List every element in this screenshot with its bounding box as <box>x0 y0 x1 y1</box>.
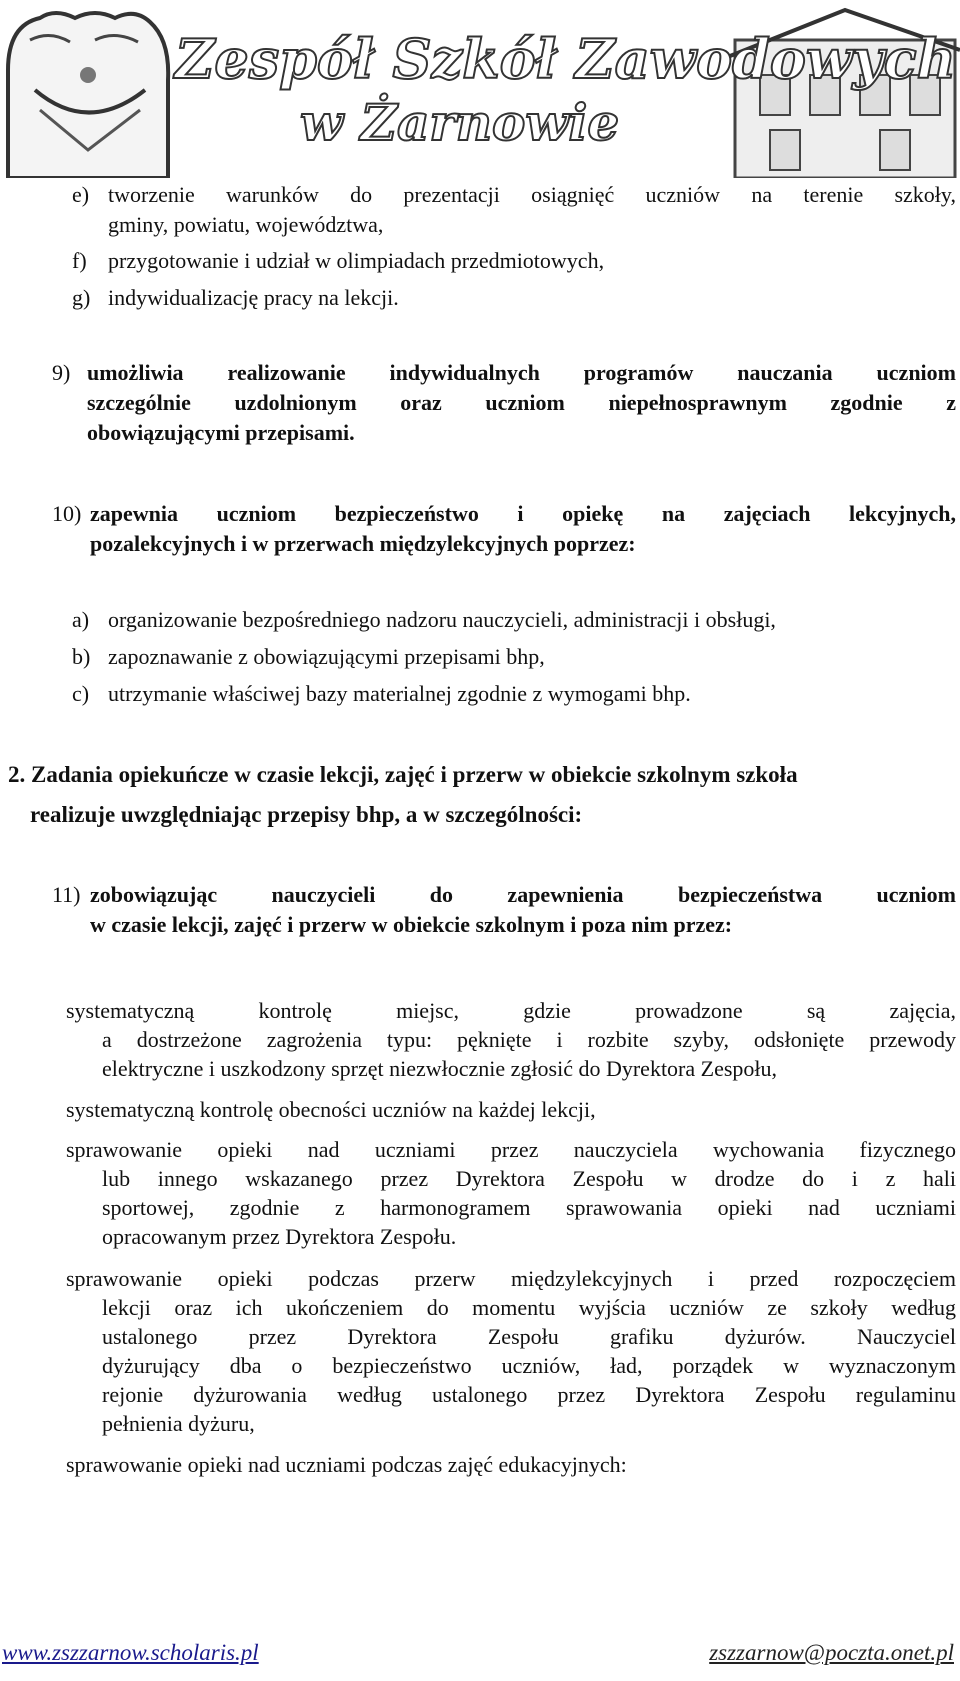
item-9-line3: obowiązującymi przepisami. <box>87 420 355 445</box>
list-marker-e: e) <box>72 182 90 207</box>
para-3-line1: sprawowanie opieki nad uczniami przez nauczyciela wychowania fizycznego <box>66 1137 956 1162</box>
section-2-heading-line1: 2. Zadania opiekuńcze w czasie lekcji, zajęć i przerw w obiekcie szkolnym szkoła <box>8 762 798 787</box>
para-4-line4: dyżurujący dba o bezpieczeństwo uczniów, ład, porządek w wyznaczonym <box>102 1353 956 1378</box>
para-3-line2: lub innego wskazanego przez Dyrektora Zespołu w drodze do i z hali <box>102 1166 956 1191</box>
item-9-marker: 9) <box>52 360 71 385</box>
header-banner <box>0 0 960 178</box>
list-marker-c: c) <box>72 681 90 706</box>
school-crest-icon <box>8 13 168 178</box>
item-10-line1: zapewnia uczniom bezpieczeństwo i opiekę na zajęciach lekcyjnych, <box>90 501 956 526</box>
para-4-line3: ustalonego przez Dyrektora Zespołu grafiku dyżurów. Nauczyciel <box>102 1324 956 1349</box>
para-3-line3: sportowej, zgodnie z harmonogramem sprawowania opieki nad uczniami <box>102 1195 956 1220</box>
list-item-g: indywidualizację pracy na lekcji. <box>108 285 399 310</box>
footer-website-link[interactable]: www.zszzarnow.scholaris.pl <box>2 1640 259 1665</box>
list-item-a: organizowanie bezpośredniego nadzoru nauczycieli, administracji i obsługi, <box>108 607 776 632</box>
item-9-line2: szczególnie uzdolnionym oraz uczniom niepełnosprawnym zgodnie z <box>87 390 956 415</box>
list-item-f: przygotowanie i udział w olimpiadach przedmiotowych, <box>108 248 605 273</box>
item-10-line2: pozalekcyjnych i w przerwach międzylekcyjnych poprzez: <box>90 531 636 556</box>
para-1-line2: a dostrzeżone zagrożenia typu: pęknięte i rozbite szyby, odsłonięte przewody <box>102 1027 956 1052</box>
para-3-line4: opracowanym przez Dyrektora Zespołu. <box>102 1224 457 1249</box>
header-title-line2: w Żarnowie <box>300 93 620 152</box>
list-marker-f: f) <box>72 248 87 273</box>
para-4-line2: lekcji oraz ich ukończeniem do momentu wyjścia uczniów ze szkoły według <box>102 1295 956 1320</box>
item-10-marker: 10) <box>52 501 82 526</box>
para-4-line6: pełnienia dyżuru, <box>102 1411 255 1436</box>
para-5-line1: sprawowanie opieki nad uczniami podczas zajęć edukacyjnych: <box>66 1452 627 1477</box>
item-11-line2: w czasie lekcji, zajęć i przerw w obiekcie szkolnym i poza nim przez: <box>90 912 733 937</box>
list-marker-g: g) <box>72 285 91 310</box>
list-marker-b: b) <box>72 644 91 669</box>
list-item-e-line2: gminy, powiatu, województwa, <box>108 212 384 237</box>
footer-email-link[interactable]: zszzarnow@poczta.onet.pl <box>709 1640 954 1665</box>
para-4-line5: rejonie dyżurowania według ustalonego przez Dyrektora Zespołu regulaminu <box>102 1382 956 1407</box>
para-2-line1: systematyczną kontrolę obecności uczniów na każdej lekcji, <box>66 1097 596 1122</box>
para-4-line1: sprawowanie opieki podczas przerw międzylekcyjnych i przed rozpoczęciem <box>66 1266 956 1291</box>
header-title-line1: Zespół Szkół Zawodowych <box>175 27 956 91</box>
list-marker-a: a) <box>72 607 90 632</box>
list-item-e-line1: tworzenie warunków do prezentacji osiągnięć uczniów na terenie szkoły, <box>108 182 956 207</box>
section-2-heading-line2: realizuje uwzględniając przepisy bhp, a w szczególności: <box>30 802 583 827</box>
para-1-line3: elektryczne i uszkodzony sprzęt niezwłocznie zgłosić do Dyrektora Zespołu, <box>102 1056 778 1081</box>
header-graphic <box>0 0 960 178</box>
item-11-line1: zobowiązując nauczycieli do zapewnienia bezpieczeństwa uczniom <box>90 882 956 907</box>
item-11-marker: 11) <box>52 882 81 907</box>
list-item-b: zapoznawanie z obowiązującymi przepisami bhp, <box>108 644 545 669</box>
item-9-line1: umożliwia realizowanie indywidualnych programów nauczania uczniom <box>87 360 956 385</box>
para-1-line1: systematyczną kontrolę miejsc, gdzie prowadzone są zajęcia, <box>66 998 956 1023</box>
list-item-c: utrzymanie właściwej bazy materialnej zgodnie z wymogami bhp. <box>108 681 691 706</box>
